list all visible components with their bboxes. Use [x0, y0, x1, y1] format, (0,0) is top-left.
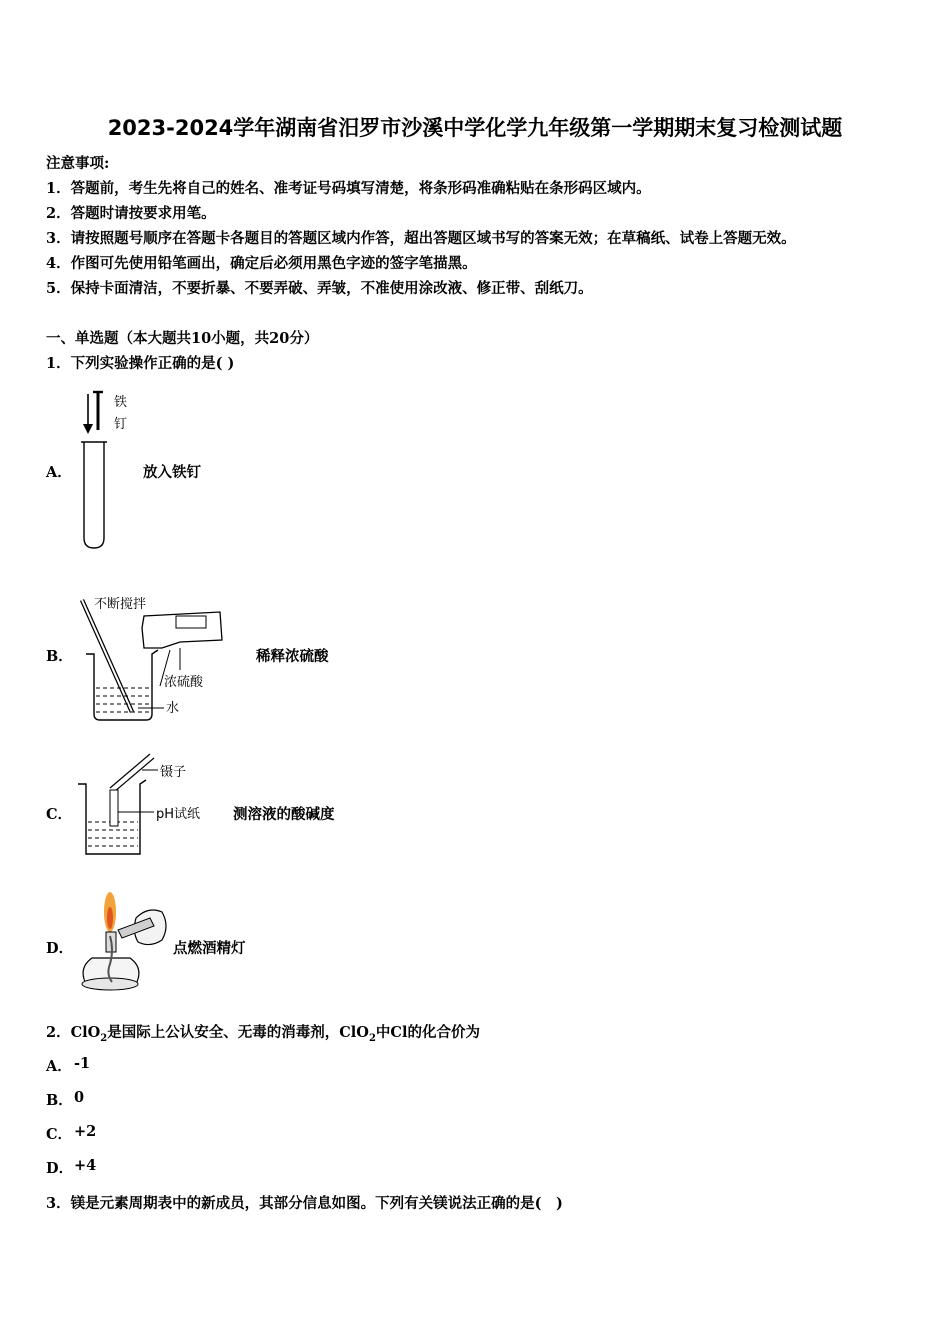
notice-item-2: 2．答题时请按要求用笔。 — [46, 205, 216, 222]
fig-c-label-tweezers: 镊子 — [160, 765, 187, 780]
q1-option-c-text: 测溶液的酸碱度 — [233, 806, 335, 823]
section-heading: 一、单选题（本大题共10小题，共20分） — [46, 330, 319, 347]
dilute-sulfuric-acid-figure — [74, 590, 254, 725]
notice-item-4: 4．作图可先使用铅笔画出，确定后必须用黑色字迹的签字笔描黑。 — [46, 255, 477, 272]
q2-option-c-text: +2 — [74, 1123, 97, 1140]
notice-item-1: 1．答题前，考生先将自己的姓名、准考证号码填写清楚，将条形码准确粘贴在条形码区域内。 — [46, 180, 651, 197]
q1-option-c-label: C． — [46, 806, 73, 823]
q1-option-a-label: A． — [46, 464, 72, 481]
fig-b-label-stir: 不断搅拌 — [94, 597, 147, 612]
fig-c-label-ph-paper: pH试纸 — [156, 807, 201, 822]
ph-test-figure — [74, 750, 224, 860]
q1-option-b-label: B． — [46, 648, 73, 665]
question-1-stem: 1．下列实验操作正确的是( ) — [46, 355, 235, 372]
page-title: 2023-2024学年湖南省汨罗市沙溪中学化学九年级第一学期期末复习检测试题 — [107, 116, 843, 140]
q1-option-b-text: 稀释浓硫酸 — [256, 648, 329, 665]
q2-option-b-label: B． — [46, 1092, 73, 1109]
notice-item-5: 5．保持卡面清洁，不要折暴、不要弄破、弄皱，不准使用涂改液、修正带、刮纸刀。 — [46, 280, 593, 297]
q1-option-d-label: D． — [46, 940, 74, 957]
q2-option-a-label: A． — [46, 1058, 72, 1075]
q2-option-a-text: -1 — [74, 1055, 91, 1072]
q2-option-d-text: +4 — [74, 1157, 97, 1174]
q1-option-a-text: 放入铁钉 — [143, 464, 201, 481]
fig-a-label-1: 铁 — [114, 395, 128, 410]
q2-option-c-label: C． — [46, 1126, 73, 1143]
fig-a-label-2: 钉 — [114, 417, 128, 432]
q2-option-b-text: 0 — [74, 1089, 85, 1106]
question-3-stem: 3．镁是元素周期表中的新成员，其部分信息如图。下列有关镁说法正确的是( ) — [46, 1195, 563, 1212]
question-2-stem: 2．ClO$_2$是国际上公认安全、无毒的消毒剂，ClO$_2$中Cl的化合价为 — [46, 1024, 480, 1044]
notice-item-3: 3．请按照题号顺序在答题卡各题目的答题区域内作答，超出答题区域书写的答案无效；在草稿纸、试卷上答题无效。 — [46, 230, 796, 247]
fig-b-label-water: 水 — [166, 701, 180, 716]
q1-option-d-text: 点燃酒精灯 — [173, 940, 246, 957]
notice-heading: 注意事项: — [46, 155, 110, 172]
q2-option-d-label: D． — [46, 1160, 74, 1177]
fig-b-label-acid: 浓硫酸 — [164, 675, 204, 690]
alcohol-lamp-figure — [74, 888, 174, 992]
